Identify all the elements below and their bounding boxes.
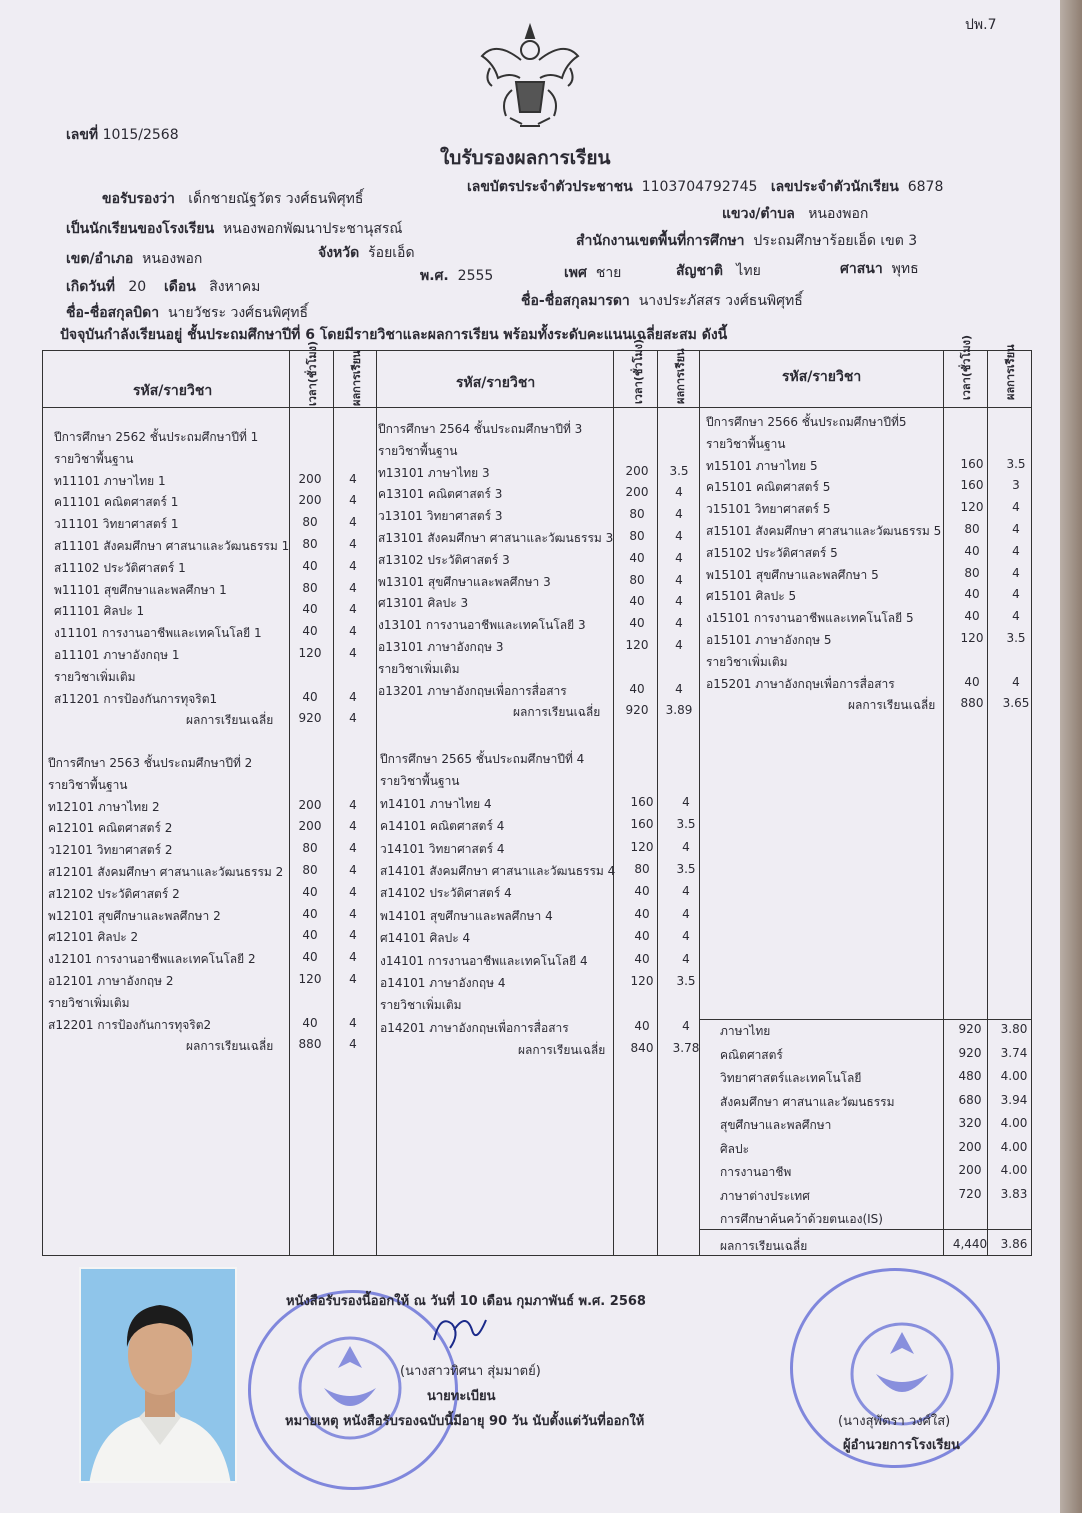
average-hours: 840 [630,1041,654,1056]
subject-grade: 3.5 [1006,456,1026,471]
subject-grade: 4 [349,646,357,660]
subject-hours: 40 [634,951,650,966]
header-hours-2: เวลา(ชั่วโมง) [632,338,645,404]
year-heading: ปีการศึกษา 2565 ชั้นประถมศึกษาปีที่ 4 [380,752,585,766]
office-label: สำนักงานเขตพื้นที่การศึกษา [576,233,745,249]
id-number: 1103704792745 [641,179,758,195]
subject-name: พ15101 สุขศึกษาและพลศึกษา 5 [706,567,879,582]
subject-hours: 200 [298,797,322,812]
subject-name: ส14101 สังคมศึกษา ศาสนาและวัฒนธรรม 4 [380,864,616,878]
subject-name: ท14101 ภาษาไทย 4 [380,796,492,811]
year-heading: ปีการศึกษา 2566 ชั้นประถมศึกษาปีที่5 [706,415,907,429]
total-label: ผลการเรียนเฉลี่ย [720,1239,808,1253]
subject-hours: 80 [629,507,645,522]
nationality-line [676,260,761,282]
summary-hours: 200 [958,1139,982,1154]
subject-grade: 4 [349,515,357,530]
subject-hours: 80 [964,565,980,580]
year-label: พ.ศ. [420,268,449,284]
doc-number-value: 1015/2568 [102,127,179,143]
subject-grade: 4 [349,863,357,877]
summary-grade: 4.00 [1000,1163,1028,1177]
subject-hours: 40 [302,950,318,965]
subject-hours: 80 [629,529,645,543]
year-heading: ปีการศึกษา 2563 ชั้นประถมศึกษาปีที่ 2 [48,756,253,770]
subject-name: ว14101 วิทยาศาสตร์ 4 [380,841,505,856]
subject-hours: 200 [625,463,649,478]
subject-name: พ11101 สุขศึกษาและพลศึกษา 1 [54,582,227,597]
subject-name: ส13102 ประวัติศาสตร์ 3 [378,552,510,567]
subject-name: พ12101 สุขศึกษาและพลศึกษา 2 [48,908,221,923]
district-line [66,248,202,270]
subject-name: อ11101 ภาษาอังกฤษ 1 [54,648,180,662]
subject-hours: 40 [302,689,318,704]
subject-grade: 4 [675,529,683,543]
subject-grade: 4 [349,884,357,899]
current-status-line: ปัจจุบันกำลังเรียนอยู่ ชั้นประถมศึกษาปีที่ 6 โดยมีรายวิชาและผลการเรียน พร้อมทั้งระดับคะแนนเฉลี่ยสะสม ดังนี้ [60,327,728,343]
subject-hours: 40 [302,928,318,943]
subject-grade: 4 [675,550,683,565]
religion-value: พุทธ [891,261,919,277]
student-photo [79,1267,237,1483]
form-code: ปพ.7 [965,17,997,33]
subject-grade: 4 [682,951,690,966]
subject-grade: 4 [682,794,690,809]
subject-name: ส11102 ประวัติศาสตร์ 1 [54,560,186,575]
subject-hours: 200 [298,493,322,508]
subject-hours: 40 [302,884,318,899]
district-label: เขต/อำเภอ [66,251,134,267]
subject-name: ค14101 คณิตศาสตร์ 4 [380,819,505,834]
subject-grade: 4 [349,493,357,508]
summary-hours: 720 [958,1186,982,1201]
subject-hours: 200 [298,471,322,486]
subject-grade: 4 [349,1015,357,1030]
summary-subject: สังคมศึกษา ศาสนาและวัฒนธรรม [720,1094,895,1109]
total-hours: 4,440 [952,1237,988,1251]
born-year: 2555 [457,268,494,284]
subject-hours: 120 [960,500,984,515]
extra-subjects-label: รายวิชาเพิ่มเติม [378,661,460,676]
extra-subjects-label: รายวิชาเพิ่มเติม [380,998,462,1013]
born-month: สิงหาคม [209,279,261,295]
sex-value: ชาย [595,265,622,281]
subject-hours: 40 [964,543,980,558]
subject-grade: 4 [349,558,357,573]
subject-hours: 40 [302,1015,318,1030]
subject-name: อ13201 ภาษาอังกฤษเพื่อการสื่อสาร [378,683,567,698]
subject-hours: 80 [302,537,318,551]
registrar-signature-icon [430,1310,490,1356]
summary-subject: ศิลปะ [720,1141,750,1156]
summary-hours: 480 [958,1069,982,1083]
subject-name: พ14101 สุขศึกษาและพลศึกษา 4 [380,908,553,923]
subject-name: ส12201 การป้องกันการทุจริต2 [48,1017,212,1032]
summary-subject: การงานอาชีพ [720,1165,792,1179]
subject-name: ส11101 สังคมศึกษา ศาสนาและวัฒนธรรม 1 [54,539,290,553]
subject-hours: 120 [630,839,654,854]
subject-name: อ15201 ภาษาอังกฤษเพื่อการสื่อสาร [706,676,895,691]
subject-hours: 120 [630,974,654,988]
subject-name: ส13101 สังคมศึกษา ศาสนาและวัฒนธรรม 3 [378,531,614,545]
office-value: ประถมศึกษาร้อยเอ็ด เขต 3 [753,233,918,249]
subject-name: ส14102 ประวัติศาสตร์ 4 [380,886,512,901]
religion-line [840,258,919,280]
subject-grade: 4 [349,906,357,921]
subject-name: ท11101 ภาษาไทย 1 [54,473,166,488]
subject-hours: 40 [629,616,645,631]
subject-name: อ12101 ภาษาอังกฤษ 2 [48,974,174,988]
summary-hours: 320 [958,1116,982,1130]
year-heading: ปีการศึกษา 2564 ชั้นประถมศึกษาปีที่ 3 [378,422,583,436]
subject-hours: 80 [302,580,318,595]
subject-grade: 3.5 [676,862,696,876]
subject-name: ว13101 วิทยาศาสตร์ 3 [378,509,503,524]
subject-hours: 40 [302,624,318,639]
subject-name: ส11201 การป้องกันการทุจริต1 [54,691,218,706]
basic-subjects-label: รายวิชาพื้นฐาน [378,443,458,458]
subject-hours: 80 [302,515,318,530]
summary-grade: 3.94 [1000,1092,1028,1107]
subject-hours: 160 [960,478,984,493]
header-subject-2: รหัส/รายวิชา [456,375,536,391]
subject-grade: 4 [1012,543,1020,558]
subject-name: ง14101 การงานอาชีพและเทคโนโลยี 4 [380,953,588,968]
father-line [66,302,308,324]
garuda-emblem-icon [476,20,584,132]
average-grade: 3.89 [665,703,693,718]
subject-grade: 4 [675,485,683,500]
subject-grade: 4 [349,841,357,856]
average-hours: 920 [298,711,322,726]
subject-name: ค12101 คณิตศาสตร์ 2 [48,821,173,836]
subject-grade: 4 [682,906,690,921]
subject-hours: 120 [960,631,984,645]
birth-day-line [66,276,260,298]
subject-name: ส15101 สังคมศึกษา ศาสนาและวัฒนธรรม 5 [706,524,942,538]
subject-grade: 4 [349,819,357,834]
sex-label: เพศ [564,265,587,281]
born-day: 20 [128,279,147,295]
subject-hours: 40 [634,906,650,921]
doc-number [66,124,179,146]
student-no-label: เลขประจำตัวนักเรียน [770,179,899,195]
subject-hours: 40 [302,602,318,617]
header-grade-1: ผลการเรียน [350,350,363,406]
subject-hours: 40 [629,550,645,565]
header-subject-1: รหัส/รายวิชา [133,383,213,399]
validity-note: หมายเหตุ หนังสือรับรองฉบับนี้มีอายุ 90 วัน นับตั้งแต่วันที่ออกให้ [285,1414,645,1429]
subject-name: ศ13101 ศิลปะ 3 [378,596,469,611]
mother-label: ชื่อ-ชื่อสกุลมารดา [521,293,630,309]
summary-grade: 3.74 [1000,1045,1028,1060]
subject-name: อ14101 ภาษาอังกฤษ 4 [380,976,506,990]
subject-grade: 4 [682,884,690,899]
subject-grade: 4 [349,689,357,704]
subject-grade: 4 [675,572,683,587]
subject-name: ง13101 การงานอาชีพและเทคโนโลยี 3 [378,618,586,633]
school-name: หนองพอกพัฒนาประชานุสรณ์ [223,221,403,237]
subject-hours: 80 [964,522,980,536]
subject-name: อ14201 ภาษาอังกฤษเพื่อการสื่อสาร [380,1020,569,1035]
subject-grade: 4 [1012,609,1020,624]
mother-name: นางประภัสสร วงศ์ธนพิศุทธิ์ [638,293,803,309]
subject-grade: 4 [349,972,357,986]
header-subject-3: รหัส/รายวิชา [782,369,862,385]
born-label: เกิดวันที่ [66,279,116,295]
header-grade-2: ผลการเรียน [674,348,687,404]
average-label: ผลการเรียนเฉลี่ย [186,1039,274,1054]
subject-name: ว15101 วิทยาศาสตร์ 5 [706,502,831,517]
subject-name: ท13101 ภาษาไทย 3 [378,465,490,480]
header-hours-3: เวลา(ชั่วโมง) [960,334,973,400]
summary-grade: 3.83 [1000,1186,1028,1201]
registrar-name: (นางสาวทิศนา สุ่มมาตย์) [400,1364,541,1379]
subject-grade: 4 [1012,587,1020,602]
subject-name: ง15101 การงานอาชีพและเทคโนโลยี 5 [706,611,914,626]
subject-name: อ13101 ภาษาอังกฤษ 3 [378,640,504,654]
subject-hours: 120 [298,646,322,660]
document-title: ใบรับรองผลการเรียน [440,147,611,169]
subject-grade: 4 [675,507,683,522]
subject-grade: 4 [1012,522,1020,536]
province-line [318,242,415,264]
average-grade: 4 [349,711,357,726]
average-hours: 880 [960,696,984,711]
subdistrict-value: หนองพอก [808,206,869,222]
student-number: 6878 [907,179,944,195]
subject-hours: 40 [302,906,318,921]
subject-hours: 200 [298,819,322,834]
province-label: จังหวัด [318,245,360,261]
subject-grade: 4 [682,839,690,854]
subject-grade: 4 [1012,500,1020,515]
nationality-value: ไทย [736,263,761,279]
subject-name: ศ11101 ศิลปะ 1 [54,604,145,619]
summary-grade: 4.00 [1000,1116,1028,1130]
subject-grade: 4 [675,681,683,696]
student-name: เด็กชายณัฐวัตร วงศ์ธนพิศุทธิ์ [188,191,364,207]
subject-name: ว12101 วิทยาศาสตร์ 2 [48,843,173,858]
subject-grade: 3.5 [669,463,689,478]
subject-grade: 4 [1012,674,1020,689]
doc-number-label: เลขที่ [66,127,99,143]
summary-hours: 200 [958,1163,982,1177]
header-hours-1: เวลา(ชั่วโมง) [306,340,319,406]
subject-hours: 40 [634,884,650,899]
subject-name: ท12101 ภาษาไทย 2 [48,799,160,814]
subject-hours: 160 [630,794,654,809]
subject-grade: 4 [349,624,357,639]
average-label: ผลการเรียนเฉลี่ย [186,713,274,728]
summary-subject: ภาษาต่างประเทศ [720,1188,810,1203]
summary-hours: 920 [958,1022,982,1036]
school-line [66,218,402,240]
average-hours: 880 [298,1037,322,1052]
subject-name: ค13101 คณิตศาสตร์ 3 [378,487,503,502]
subject-hours: 80 [302,863,318,877]
subject-grade: 4 [1012,565,1020,580]
subject-hours: 160 [960,456,984,471]
subject-hours: 40 [629,594,645,609]
summary-subject: คณิตศาสตร์ [720,1047,783,1062]
director-title: ผู้อำนวยการโรงเรียน [843,1438,960,1453]
religion-label: ศาสนา [840,261,883,277]
subject-name: ส15102 ประวัติศาสตร์ 5 [706,545,838,560]
grade-table [42,338,1032,1256]
nationality-label: สัญชาติ [676,263,723,279]
subject-name: ง11101 การงานอาชีพและเทคโนโลยี 1 [54,626,262,641]
sex-line [564,262,621,284]
subject-hours: 120 [625,638,649,652]
subject-grade: 4 [682,929,690,944]
director-name: (นางสุพัตรา วงศ์ใส) [838,1414,951,1429]
average-hours: 920 [625,703,649,718]
average-label: ผลการเรียนเฉลี่ย [848,698,936,713]
subject-grade: 4 [682,1018,690,1033]
basic-subjects-label: รายวิชาพื้นฐาน [380,774,460,789]
subject-name: ค15101 คณิตศาสตร์ 5 [706,480,831,495]
issued-line: หนังสือรับรองนี้ออกให้ ณ วันที่ 10 เดือน กุมภาพันธ์ พ.ศ. 2568 [286,1294,646,1309]
certify-line [102,188,363,210]
summary-grade: 4.00 [1000,1069,1028,1083]
extra-subjects-label: รายวิชาเพิ่มเติม [54,669,136,684]
student-portrait-icon [81,1269,237,1483]
id-label: เลขบัตรประจำตัวประชาชน [467,179,633,195]
extra-subjects-label: รายวิชาเพิ่มเติม [706,654,788,669]
basic-subjects-label: รายวิชาพื้นฐาน [48,777,128,792]
subject-hours: 40 [964,609,980,624]
subject-grade: 3.5 [676,974,696,988]
office-line [576,230,917,252]
subject-grade: 3.5 [1006,631,1026,645]
birth-year-line [420,265,493,287]
subject-name: ศ12101 ศิลปะ 2 [48,930,139,945]
subject-hours: 40 [302,558,318,573]
subject-hours: 40 [964,587,980,602]
header-grade-3: ผลการเรียน [1004,344,1017,400]
total-grade: 3.86 [1000,1237,1028,1251]
summary-hours: 920 [958,1045,982,1060]
id-line [467,176,943,198]
summary-subject: การศึกษาค้นคว้าด้วยตนเอง(IS) [720,1212,883,1226]
extra-subjects-label: รายวิชาเพิ่มเติม [48,995,130,1010]
summary-hours: 680 [958,1092,982,1107]
subject-grade: 4 [675,594,683,609]
subject-hours: 40 [964,674,980,689]
subject-grade: 4 [349,602,357,617]
table-surface [1060,0,1082,1513]
subject-grade: 3 [1012,478,1020,493]
subject-hours: 40 [634,929,650,944]
subject-hours: 160 [630,817,654,832]
school-label: เป็นนักเรียนของโรงเรียน [66,221,215,237]
subject-grade: 4 [675,638,683,652]
summary-subject: ภาษาไทย [720,1024,771,1038]
district-value: หนองพอก [142,251,203,267]
subject-hours: 80 [302,841,318,856]
subject-grade: 4 [349,950,357,965]
subject-name: อ15101 ภาษาอังกฤษ 5 [706,633,832,647]
subject-grade: 4 [349,928,357,943]
summary-grade: 4.00 [1000,1139,1028,1154]
province-value: ร้อยเอ็ด [368,245,415,261]
basic-subjects-label: รายวิชาพื้นฐาน [54,451,134,466]
average-grade: 3.78 [672,1041,700,1056]
subject-hours: 80 [634,862,650,876]
subject-name: พ13101 สุขศึกษาและพลศึกษา 3 [378,574,551,589]
subject-name: ส12101 สังคมศึกษา ศาสนาและวัฒนธรรม 2 [48,865,284,879]
subject-name: ส12102 ประวัติศาสตร์ 2 [48,886,180,901]
mother-line [521,290,803,312]
subject-grade: 4 [349,471,357,486]
father-name: นายวัชระ วงศ์ธนพิศุทธิ์ [167,305,309,321]
subject-name: ค11101 คณิตศาสตร์ 1 [54,495,179,510]
registrar-title: นายทะเบียน [427,1389,496,1404]
subject-hours: 120 [298,972,322,986]
summary-grade: 3.80 [1000,1022,1028,1036]
subject-name: ว11101 วิทยาศาสตร์ 1 [54,517,179,532]
subject-grade: 3.5 [676,817,696,832]
subject-hours: 80 [629,572,645,587]
subject-grade: 4 [349,580,357,595]
subdistrict-label: แขวง/ตำบล [722,206,795,222]
subject-grade: 4 [349,797,357,812]
average-label: ผลการเรียนเฉลี่ย [518,1043,606,1058]
father-label: ชื่อ-ชื่อสกุลบิดา [66,305,160,321]
subject-grade: 4 [349,537,357,551]
subject-hours: 40 [634,1018,650,1033]
year-heading: ปีการศึกษา 2562 ชั้นประถมศึกษาปีที่ 1 [54,430,259,444]
subject-hours: 200 [625,485,649,500]
month-label: เดือน [164,279,196,295]
summary-subject: วิทยาศาสตร์และเทคโนโลยี [720,1071,862,1085]
basic-subjects-label: รายวิชาพื้นฐาน [706,436,786,451]
average-grade: 3.65 [1002,696,1030,711]
certify-label: ขอรับรองว่า [102,191,175,207]
subdistrict-line [722,203,868,225]
subject-name: ง12101 การงานอาชีพและเทคโนโลยี 2 [48,952,256,967]
summary-subject: สุขศึกษาและพลศึกษา [720,1118,832,1132]
average-grade: 4 [349,1037,357,1052]
subject-name: ศ14101 ศิลปะ 4 [380,931,471,946]
subject-grade: 4 [675,616,683,631]
subject-name: ท15101 ภาษาไทย 5 [706,458,818,473]
subject-hours: 40 [629,681,645,696]
subject-name: ศ15101 ศิลปะ 5 [706,589,797,604]
average-label: ผลการเรียนเฉลี่ย [513,705,601,720]
